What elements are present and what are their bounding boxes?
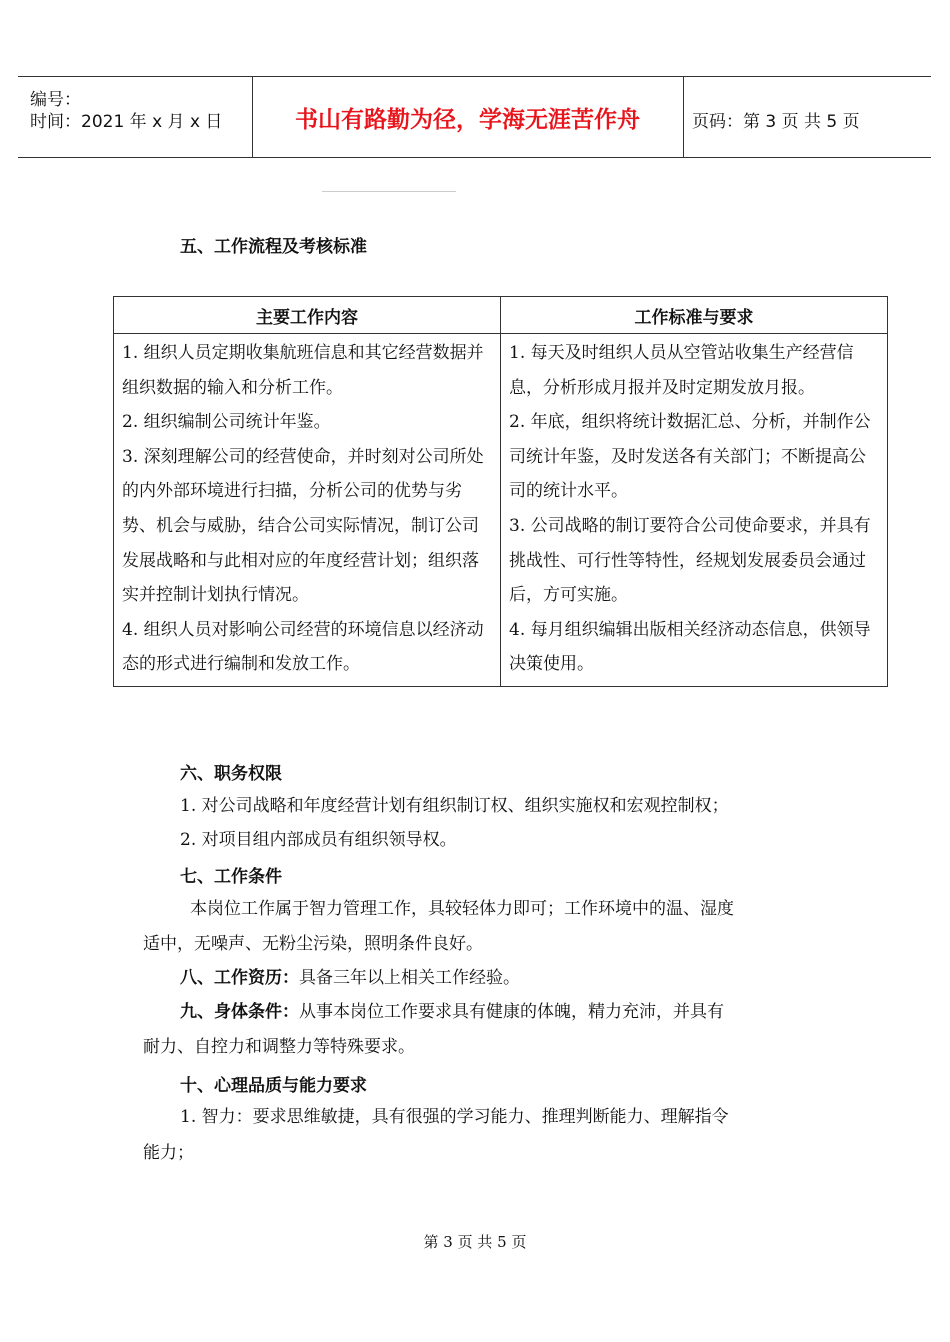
section-9-line: 耐力、自控力和调整力等特殊要求。	[143, 1037, 415, 1057]
header-page-info: 页码：第 3 页 共 5 页	[692, 112, 860, 132]
ability-item: 1. 智力：要求思维敏捷，具有很强的学习能力、推理判断能力、理解指令	[180, 1107, 729, 1127]
work-conditions-line: 本岗位工作属于智力管理工作，具较轻体力即可；工作环境中的温、湿度	[190, 899, 734, 919]
workflow-table	[113, 296, 888, 687]
table-cell-main-work	[114, 334, 501, 687]
section-6-title: 六、职务权限	[180, 764, 282, 784]
section-8	[180, 966, 520, 990]
column-header-main-work: 主要工作内容	[114, 297, 501, 334]
document-time: 时间：2021 年 x 月 x 日	[30, 112, 223, 132]
list-item: 3. 深刻理解公司的经营使命，并时刻对公司所处的内外部环境进行扫描，分析公司的优势与劣势、机会与威胁，结合公司实际情况，制订公司发展战略和与此相对应的年度经营计划；组织落实并控制计划执行情况。	[122, 446, 484, 606]
table-row	[114, 334, 888, 687]
header-motto: 书山有路勤为径，学海无涯苦作舟	[252, 77, 684, 157]
page-header	[18, 76, 931, 158]
header-meta	[18, 77, 253, 157]
list-item: 3. 公司战略的制订要符合公司使命要求，并具有挑战性、可行性等特性，经规划发展委员会通过后，方可实施。	[509, 515, 871, 606]
list-item: 2. 组织编制公司统计年鉴。	[122, 412, 331, 433]
section-5-title: 五、工作流程及考核标准	[180, 237, 367, 257]
list-item: 1. 组织人员定期收集航班信息和其它经营数据并组织数据的输入和分析工作。	[122, 343, 484, 398]
section-7-title: 七、工作条件	[180, 867, 282, 887]
section-10-title: 十、心理品质与能力要求	[180, 1076, 367, 1096]
section-9-title: 九、身体条件：	[180, 1002, 299, 1022]
table-cell-standards	[501, 334, 888, 687]
document-number: 编号：	[30, 90, 81, 110]
section-9	[180, 1000, 724, 1024]
list-item: 1. 每天及时组织人员从空管站收集生产经营信息，分析形成月报并及时定期发放月报。	[509, 343, 854, 398]
column-header-standards: 工作标准与要求	[501, 297, 888, 334]
authority-item: 1. 对公司战略和年度经营计划有组织制订权、组织实施权和宏观控制权；	[180, 796, 729, 816]
list-item: 2. 年底，组织将统计数据汇总、分析，并制作公司统计年鉴，及时发送各有关部门；不断提高公司的统计水平。	[509, 412, 871, 502]
work-conditions-line: 适中，无噪声、无粉尘污染，照明条件良好。	[143, 934, 483, 954]
section-9-text: 从事本岗位工作要求具有健康的体魄，精力充沛，并具有	[299, 1002, 724, 1022]
ability-item-continued: 能力；	[143, 1143, 194, 1163]
section-8-text: 具备三年以上相关工作经验。	[299, 968, 520, 988]
section-8-title: 八、工作资历：	[180, 968, 299, 988]
list-item: 4. 每月组织编辑出版相关经济动态信息，供领导决策使用。	[509, 619, 871, 675]
page-footer: 第 3 页 共 5 页	[423, 1233, 527, 1251]
divider	[322, 191, 456, 192]
authority-item: 2. 对项目组内部成员有组织领导权。	[180, 830, 457, 850]
list-item: 4. 组织人员对影响公司经营的环境信息以经济动态的形式进行编制和发放工作。	[122, 619, 484, 675]
